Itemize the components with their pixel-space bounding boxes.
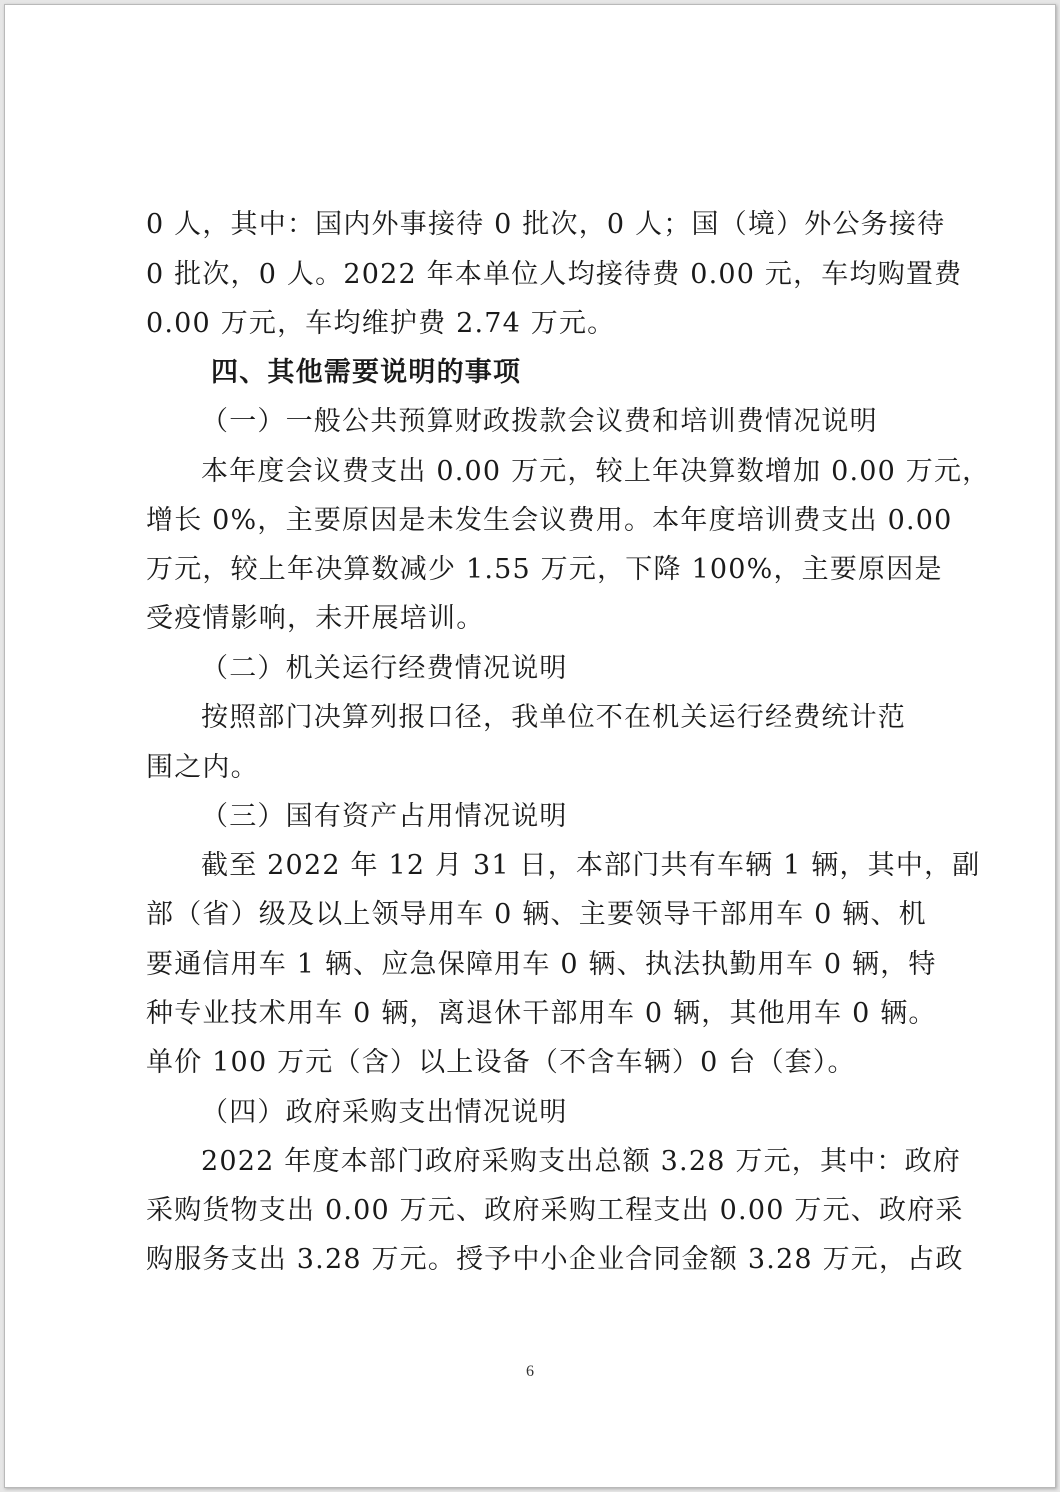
body-line: 受疫情影响，未开展培训。 — [146, 603, 485, 634]
body-line: 增长 0%，主要原因是未发生会议费用。本年度培训费支出 0.00 — [146, 505, 953, 536]
body-line: 要通信用车 1 辆、应急保障用车 0 辆、执法执勤用车 0 辆，特 — [146, 949, 937, 980]
body-line: 购服务支出 3.28 万元。授予中小企业合同金额 3.28 万元，占政 — [146, 1244, 964, 1275]
body-line: 0.00 万元，车均维护费 2.74 万元。 — [146, 308, 616, 339]
body-line: 种专业技术用车 0 辆，离退休干部用车 0 辆，其他用车 0 辆。 — [146, 998, 937, 1029]
subsection-heading: （二）机关运行经费情况说明 — [201, 653, 568, 684]
body-line: 采购货物支出 0.00 万元、政府采购工程支出 0.00 万元、政府采 — [146, 1195, 964, 1226]
subsection-heading: （三）国有资产占用情况说明 — [201, 801, 568, 832]
body-line: 部（省）级及以上领导用车 0 辆、主要领导干部用车 0 辆、机 — [146, 899, 927, 930]
body-line: 万元，较上年决算数减少 1.55 万元，下降 100%，主要原因是 — [146, 554, 943, 585]
document-page — [4, 4, 1056, 1488]
page-number: 6 — [526, 1363, 534, 1380]
body-line: 0 人，其中：国内外事接待 0 批次，0 人；国（境）外公务接待 — [146, 209, 946, 240]
body-line: 0 批次，0 人。2022 年本单位人均接待费 0.00 元，车均购置费 — [146, 259, 963, 290]
body-line: 按照部门决算列报口径，我单位不在机关运行经费统计范 — [201, 702, 906, 733]
body-line: 截至 2022 年 12 月 31 日，本部门共有车辆 1 辆，其中，副 — [201, 850, 981, 881]
body-line: 单价 100 万元（含）以上设备（不含车辆）0 台（套）。 — [146, 1047, 856, 1078]
subsection-heading: （一）一般公共预算财政拨款会议费和培训费情况说明 — [201, 406, 878, 437]
body-line: 围之内。 — [146, 752, 259, 783]
section-heading: 四、其他需要说明的事项 — [211, 357, 522, 388]
body-line: 2022 年度本部门政府采购支出总额 3.28 万元，其中：政府 — [201, 1146, 961, 1177]
body-line: 本年度会议费支出 0.00 万元，较上年决算数增加 0.00 万元， — [201, 456, 991, 487]
subsection-heading: （四）政府采购支出情况说明 — [201, 1097, 568, 1128]
